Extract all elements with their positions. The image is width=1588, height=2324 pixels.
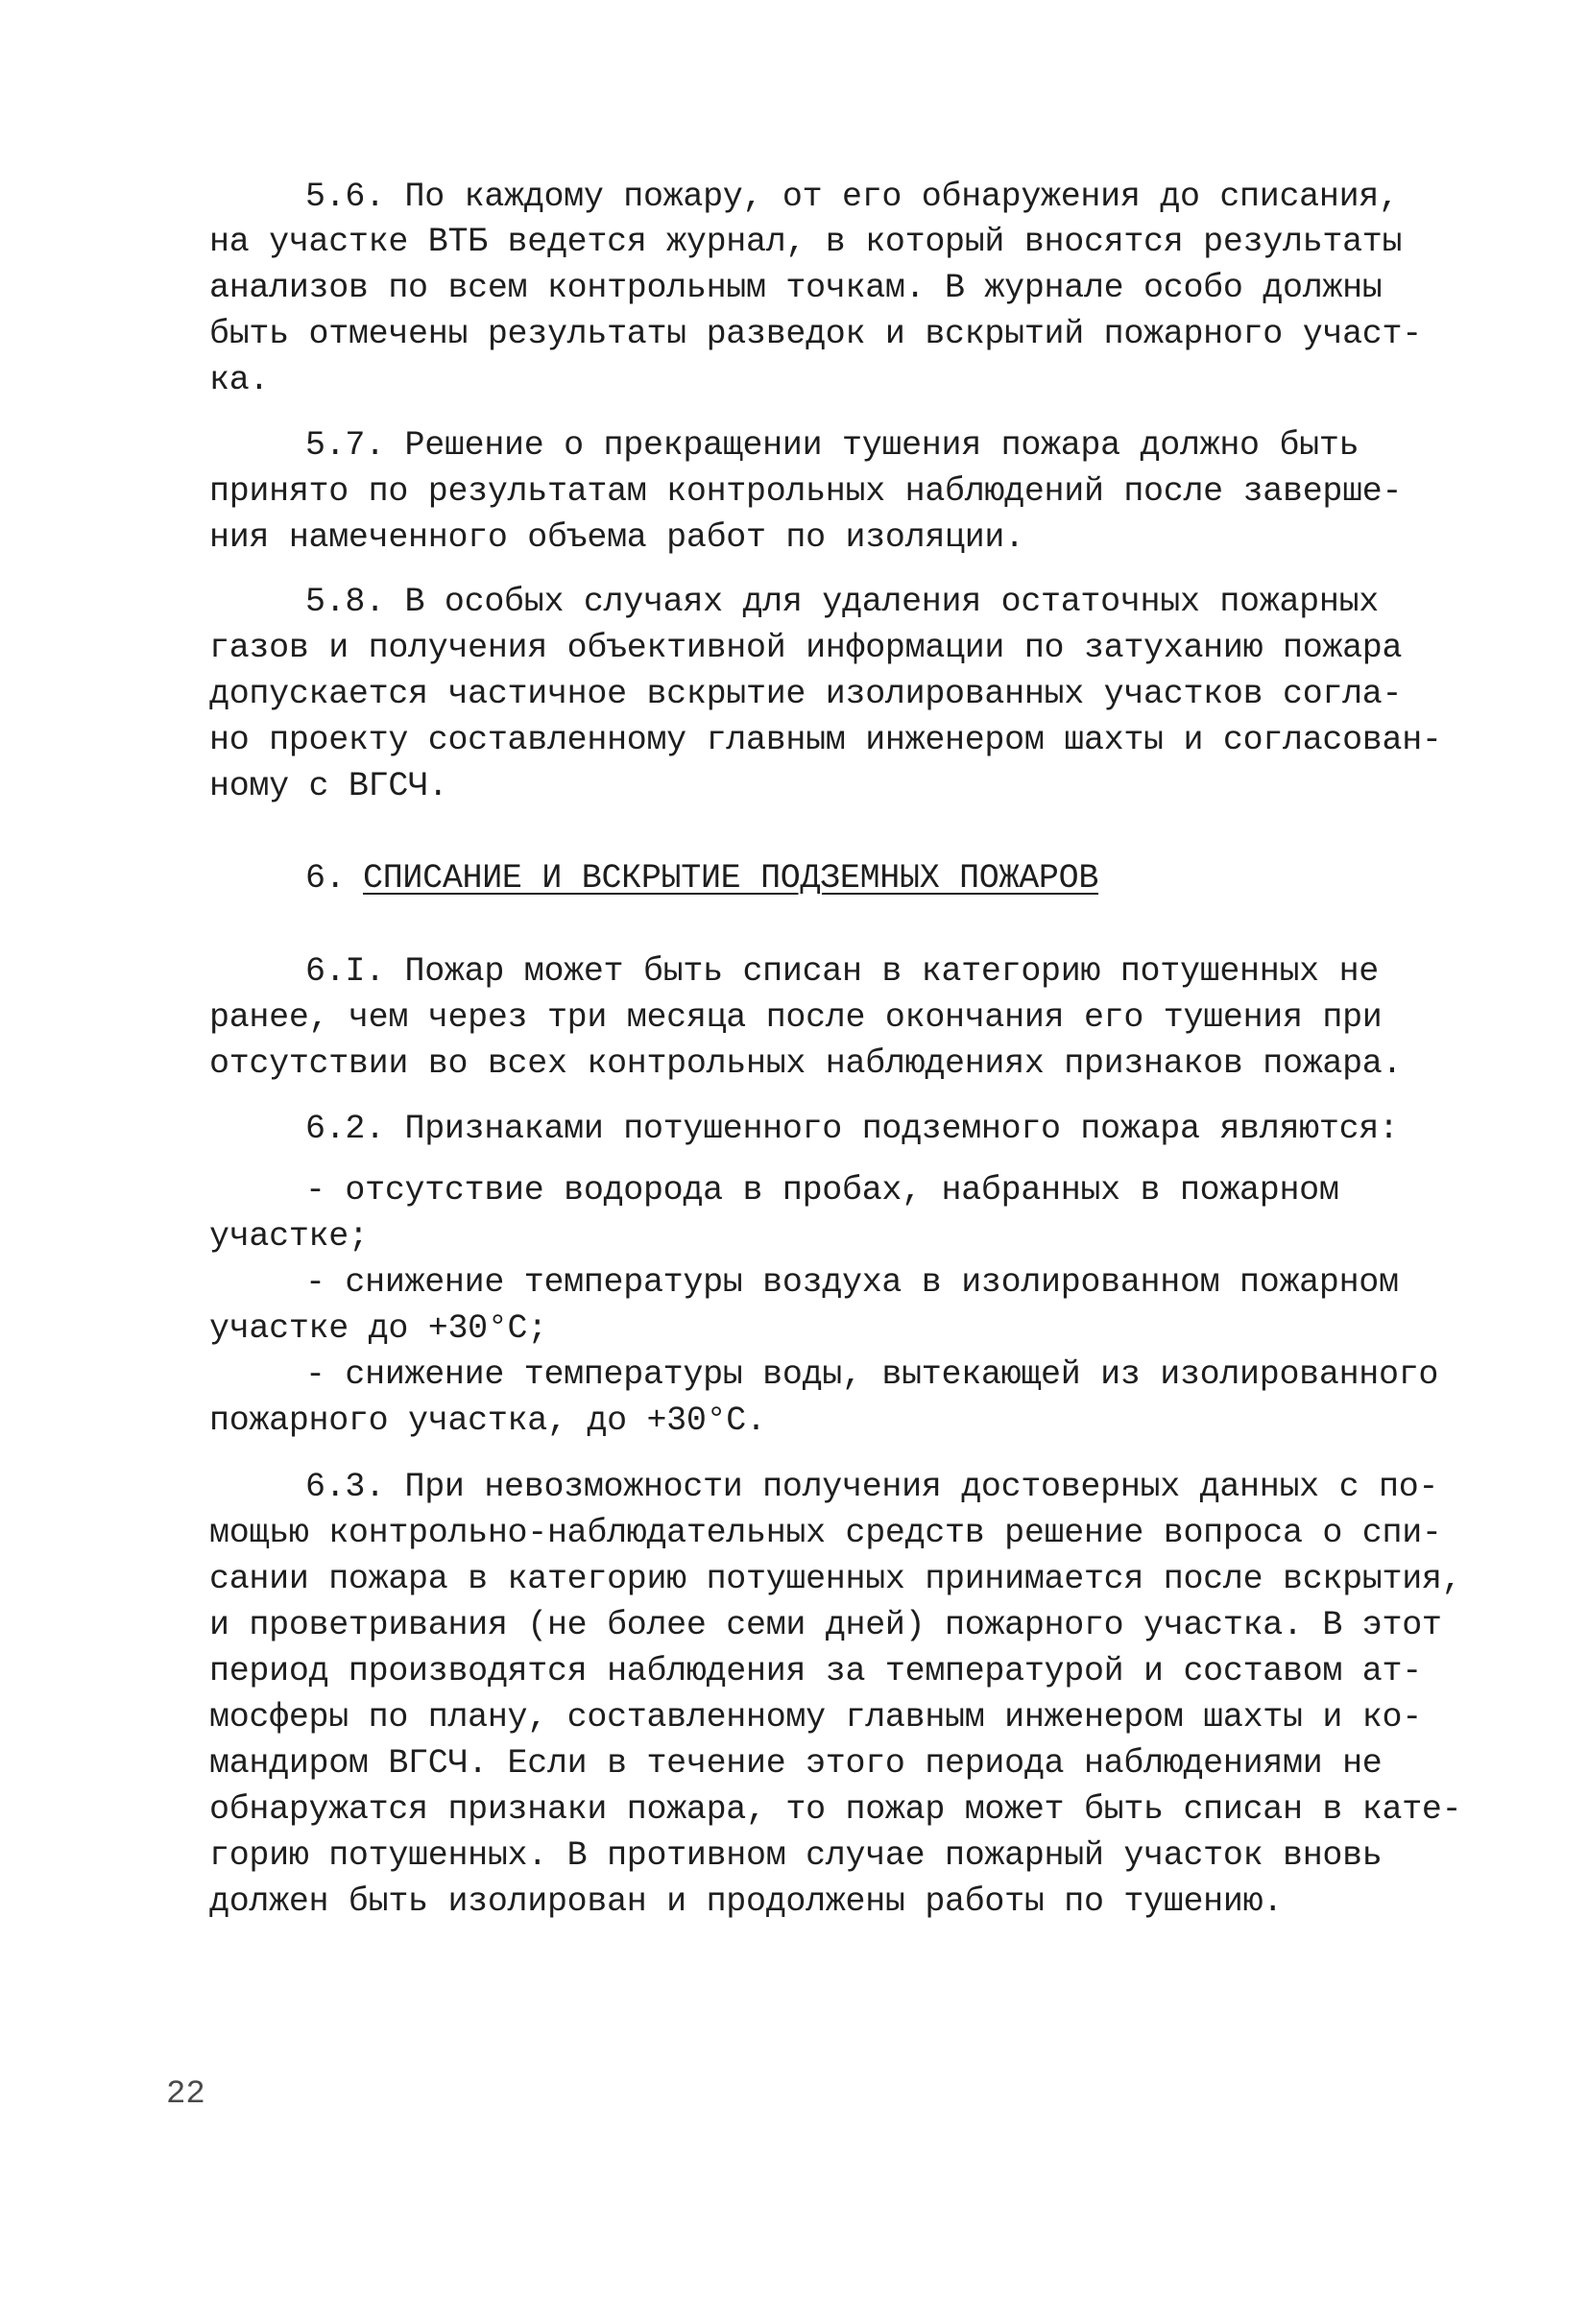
list-item: - снижение температуры воздуха в изолированном пожарном xyxy=(305,1263,1399,1302)
list-item-continuation: пожарного участка, до +30°С. xyxy=(209,1402,766,1440)
paragraph-line: должен быть изолирован и продолжены работы по тушению. xyxy=(209,1882,1283,1921)
list-item-continuation: участке; xyxy=(209,1217,369,1256)
paragraph-line: мощью контрольно-наблюдательных средств решение вопроса о спи- xyxy=(209,1514,1442,1552)
section-title: СПИСАНИЕ И ВСКРЫТИЕ ПОДЗЕМНЫХ ПОЖАРОВ xyxy=(363,859,1099,898)
paragraph-line: обнаружатся признаки пожара, то пожар может быть списан в кате- xyxy=(209,1790,1462,1829)
paragraph-line: ния намеченного объема работ по изоляции. xyxy=(209,518,1024,557)
paragraph-line: мандиром ВГСЧ. Если в течение этого периода наблюдениями не xyxy=(209,1744,1383,1783)
paragraph-line: принято по результатам контрольных наблюдений после заверше- xyxy=(209,472,1403,511)
paragraph-line: 5.6. По каждому пожару, от его обнаружения до списания, xyxy=(305,178,1399,216)
section-number: 6. xyxy=(305,859,346,898)
paragraph-line: на участке ВТБ ведется журнал, в который вносятся результаты xyxy=(209,223,1403,261)
list-item-continuation: участке до +30°С; xyxy=(209,1309,547,1348)
paragraph-line: 5.8. В особых случаях для удаления остаточных пожарных xyxy=(305,583,1379,621)
paragraph-line: допускается частичное вскрытие изолированных участков согла- xyxy=(209,675,1403,713)
paragraph-line: ранее, чем через три месяца после окончания его тушения при xyxy=(209,998,1383,1037)
paragraph-line: горию потушенных. В противном случае пожарный участок вновь xyxy=(209,1836,1383,1875)
paragraph-line: отсутствии во всех контрольных наблюдениях признаков пожара. xyxy=(209,1044,1403,1083)
paragraph-line: мосферы по плану, составленному главным инженером шахты и ко- xyxy=(209,1698,1422,1737)
paragraph-line: ка. xyxy=(209,361,270,399)
paragraph-line: анализов по всем контрольным точкам. В журнале особо должны xyxy=(209,269,1383,307)
paragraph-line: сании пожара в категорию потушенных принимается после вскрытия, xyxy=(209,1560,1462,1598)
paragraph-line: быть отмечены результаты разведок и вскрытий пожарного участ- xyxy=(209,315,1422,353)
paragraph-line: но проекту составленному главным инженером шахты и согласован- xyxy=(209,721,1442,759)
paragraph-line: 6.3. При невозможности получения достоверных данных с по- xyxy=(305,1468,1439,1506)
paragraph-line: период производятся наблюдения за температурой и составом ат- xyxy=(209,1652,1422,1690)
page-number: 22 xyxy=(166,2076,205,2113)
paragraph-line: газов и получения объективной информации по затуханию пожара xyxy=(209,629,1403,667)
paragraph-line: 5.7. Решение о прекращении тушения пожара должно быть xyxy=(305,426,1359,465)
list-item: - снижение температуры воды, вытекающей из изолированного xyxy=(305,1355,1439,1394)
paragraph-line: ному с ВГСЧ. xyxy=(209,767,448,805)
paragraph-line: 6.2. Признаками потушенного подземного пожара являются: xyxy=(305,1110,1399,1148)
list-item: - отсутствие водорода в пробах, набранных в пожарном xyxy=(305,1171,1339,1210)
paragraph-line: и проветривания (не более семи дней) пожарного участка. В этот xyxy=(209,1606,1442,1644)
paragraph-line: 6.I. Пожар может быть списан в категорию потушенных не xyxy=(305,952,1379,991)
